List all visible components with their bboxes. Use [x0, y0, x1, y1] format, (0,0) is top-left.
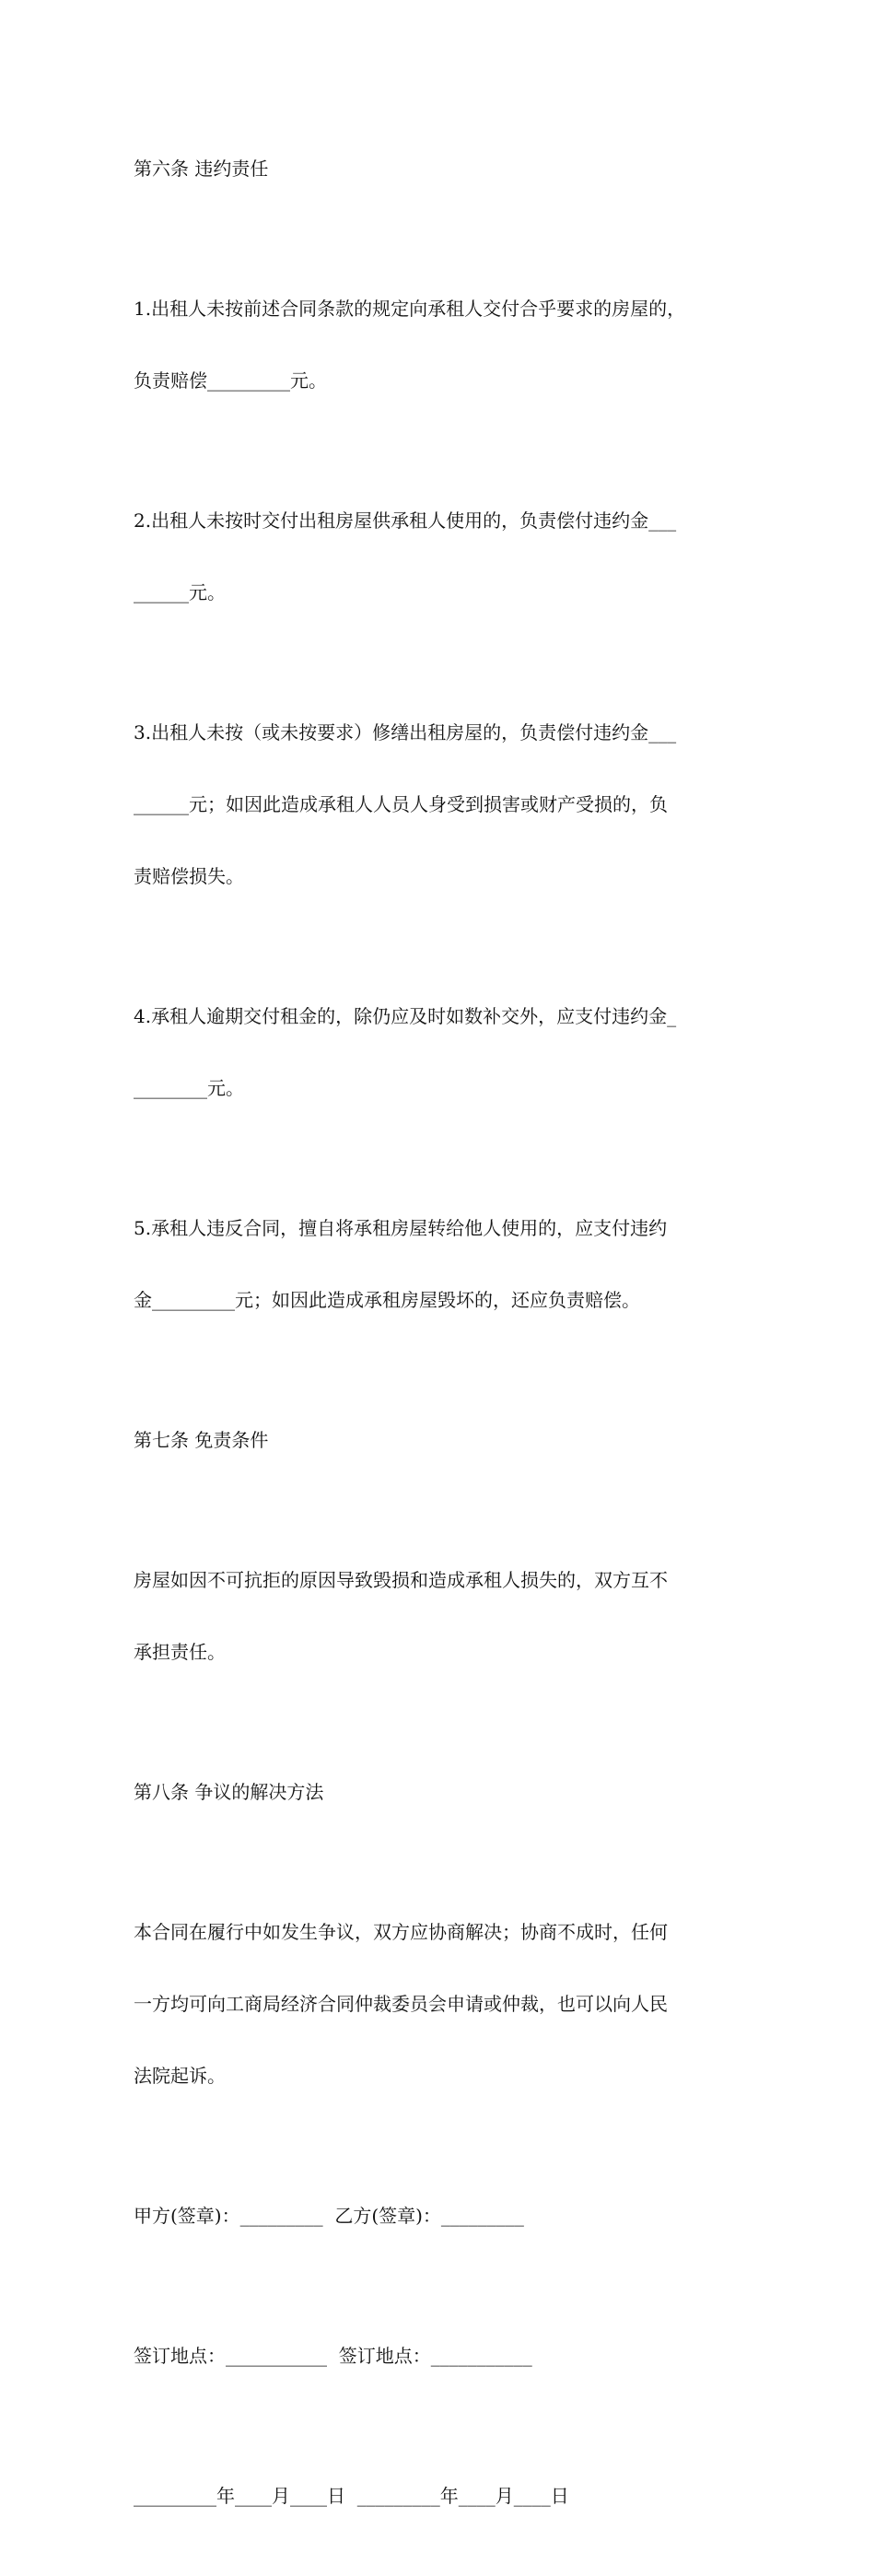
text-line: 本合同在履行中如发生争议，双方应协商解决；协商不成时，任何 — [134, 1921, 668, 1943]
document-page — [134, 109, 749, 2576]
text-line: 1.出租人未按前述合同条款的规定向承租人交付合乎要求的房屋的， — [134, 298, 686, 320]
text-line: ________元。 — [134, 1077, 244, 1099]
clause-6-4 — [134, 956, 749, 1148]
text-line: 负责赔偿_________元。 — [134, 369, 327, 392]
signature-parties — [134, 2156, 749, 2276]
text-line: ______元；如因此造成承租人人员人身受到损害或财产受损的，负 — [134, 793, 668, 815]
text-line: 第八条 争议的解决方法 — [134, 1781, 324, 1803]
text-line: 签订地点：___________ 签订地点：___________ — [134, 2345, 532, 2367]
text-line: ______元。 — [134, 581, 226, 603]
text-line: 4.承租人逾期交付租金的，除仍应及时如数补交外，应支付违约金_ — [134, 1005, 677, 1027]
clause-7-body — [134, 1520, 749, 1712]
signature-places — [134, 2296, 749, 2416]
signature-dates — [134, 2436, 749, 2556]
text-line: 法院起诉。 — [134, 2065, 226, 2087]
text-line: 责赔偿损失。 — [134, 865, 244, 887]
heading-article-6 — [134, 109, 749, 228]
text-line: 房屋如因不可抗拒的原因导致毁损和造成承租人损失的，双方互不 — [134, 1569, 668, 1591]
clause-6-3 — [134, 673, 749, 936]
text-line: 3.出租人未按（或未按要求）修缮出租房屋的，负责偿付违约金___ — [134, 721, 677, 744]
text-line: 5.承租人违反合同，擅自将承租房屋转给他人使用的，应支付违约 — [134, 1217, 668, 1239]
text-line: 一方均可向工商局经济合同仲裁委员会申请或仲裁，也可以向人民 — [134, 1993, 668, 2015]
text-line: 2.出租人未按时交付出租房屋供承租人使用的，负责偿付违约金___ — [134, 509, 677, 532]
text-line: 甲方(签章)：_________ 乙方(签章)：_________ — [134, 2205, 524, 2227]
text-line: _________年____月____日 _________年____月____日 — [134, 2485, 569, 2507]
heading-article-7 — [134, 1380, 749, 1500]
text-line: 金_________元；如因此造成承租房屋毁坏的，还应负责赔偿。 — [134, 1289, 640, 1311]
clause-6-5 — [134, 1168, 749, 1360]
clause-6-2 — [134, 461, 749, 652]
text-line: 承担责任。 — [134, 1641, 226, 1663]
text-line: 第六条 违约责任 — [134, 158, 269, 180]
clause-8-body — [134, 1872, 749, 2136]
text-line: 第七条 免责条件 — [134, 1429, 269, 1451]
heading-article-8 — [134, 1732, 749, 1852]
clause-6-1 — [134, 249, 749, 440]
